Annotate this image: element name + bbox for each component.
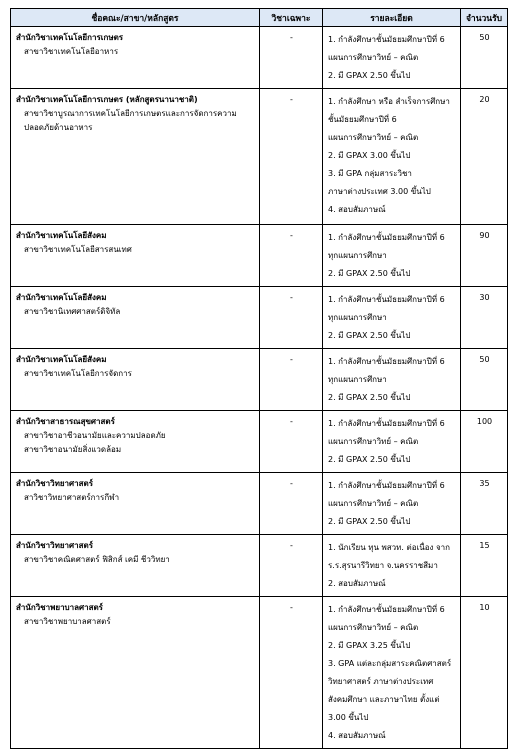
detail-line: 4. สอบสัมภาษณ์ [328, 731, 386, 740]
detail-line: 1. นักเรียน ทุน พสวท. ต่อเนื่อง จาก [328, 543, 450, 552]
school-name: สำนักวิชาเทคโนโลยีสังคม [16, 355, 107, 364]
detail-line: 2. มี GPAX 2.50 ขึ้นไป [328, 331, 411, 340]
branch-name: สาวิชาวิทยาศาสตร์การกีฬา [24, 493, 120, 502]
seats-cell: 20 [461, 89, 508, 225]
detail-line: 2. มี GPAX 3.00 ขึ้นไป [328, 151, 411, 160]
school-name: สำนักวิชาเทคโนโลยีการเกษตร (หลักสูตรนานาชาติ) [16, 95, 198, 104]
details-cell [323, 597, 461, 749]
specific-subject-cell: - [260, 287, 323, 349]
detail-line: 2. สอบสัมภาษณ์ [328, 579, 386, 588]
detail-line: แผนการศึกษาวิทย์ – คณิต [328, 499, 419, 508]
details-cell [323, 349, 461, 411]
detail-line: 2. มี GPAX 2.50 ขึ้นไป [328, 71, 411, 80]
branch-name: สาขาวิชาคณิตศาสตร์ ฟิสิกส์ เคมี ชีววิทยา [24, 555, 170, 564]
school-name: สำนักวิชาเทคโนโลยีสังคม [16, 231, 107, 240]
detail-line: 3. มี GPA กลุ่มสาระวิชา [328, 169, 412, 178]
school-name: สำนักวิชาสาธารณสุขศาสตร์ [16, 417, 115, 426]
branch-name: สาขาวิชาบูรณาการเทคโนโลยีการเกษตรและการจัดการความ [24, 109, 237, 118]
detail-line: แผนการศึกษาวิทย์ – คณิต [328, 623, 419, 632]
detail-line: ทุกแผนการศึกษา [328, 375, 387, 384]
details-cell [323, 287, 461, 349]
detail-line: 2. มี GPAX 2.50 ขึ้นไป [328, 393, 411, 402]
branch-name: สาขาวิชาเทคโนโลยีการจัดการ [24, 369, 132, 378]
school-name: สำนักวิชาเทคโนโลยีการเกษตร [16, 33, 124, 42]
table-row [11, 597, 508, 749]
seats-cell: 30 [461, 287, 508, 349]
table-row [11, 287, 508, 349]
detail-line: ทุกแผนการศึกษา [328, 251, 387, 260]
table-row [11, 89, 508, 225]
detail-line: 2. มี GPAX 2.50 ขึ้นไป [328, 517, 411, 526]
program-cell [11, 535, 260, 597]
seats-cell: 35 [461, 473, 508, 535]
seats-cell: 100 [461, 411, 508, 473]
table-row [11, 473, 508, 535]
seats-cell: 15 [461, 535, 508, 597]
detail-line: 3. GPA แต่ละกลุ่มสาระคณิตศาสตร์ [328, 659, 452, 668]
program-cell [11, 349, 260, 411]
program-cell [11, 597, 260, 749]
header-row [11, 9, 508, 27]
seats-cell: 50 [461, 27, 508, 89]
program-cell [11, 27, 260, 89]
detail-line: แผนการศึกษาวิทย์ – คณิต [328, 133, 419, 142]
branch-name: สาขาวิชานิเทศศาสตร์ดิจิทัล [24, 307, 121, 316]
details-cell [323, 535, 461, 597]
detail-line: วิทยาศาสตร์ ภาษาต่างประเทศ [328, 677, 434, 686]
specific-subject-cell: - [260, 597, 323, 749]
header-program: ชื่อคณะ/สาขา/หลักสูตร [11, 9, 260, 27]
details-cell [323, 89, 461, 225]
detail-line: 1. กำลังศึกษา หรือ สำเร็จการศึกษา [328, 97, 450, 106]
header-details: รายละเอียด [323, 9, 461, 27]
school-name: สำนักวิชาวิทยาศาสตร์ [16, 479, 93, 488]
detail-line: 4. สอบสัมภาษณ์ [328, 205, 386, 214]
branch-name: สาขาวิชาเทคโนโลยีสารสนเทศ [24, 245, 132, 254]
detail-line: แผนการศึกษาวิทย์ – คณิต [328, 53, 419, 62]
detail-line: 1. กำลังศึกษาชั้นมัธยมศึกษาปีที่ 6 [328, 233, 445, 242]
detail-line: 1. กำลังศึกษาชั้นมัธยมศึกษาปีที่ 6 [328, 295, 445, 304]
table-row [11, 411, 508, 473]
branch-name: ปลอดภัยด้านอาหาร [24, 123, 93, 132]
header-specific: วิชาเฉพาะ [260, 9, 323, 27]
program-cell [11, 225, 260, 287]
detail-line: แผนการศึกษาวิทย์ – คณิต [328, 437, 419, 446]
branch-name: สาขาวิชาอนามัยสิ่งแวดล้อม [24, 445, 122, 454]
detail-line: ทุกแผนการศึกษา [328, 313, 387, 322]
detail-line: 2. มี GPAX 2.50 ขึ้นไป [328, 455, 411, 464]
school-name: สำนักวิชาเทคโนโลยีสังคม [16, 293, 107, 302]
program-cell [11, 89, 260, 225]
seats-cell: 90 [461, 225, 508, 287]
table-row [11, 535, 508, 597]
details-cell [323, 27, 461, 89]
detail-line: 2. มี GPAX 3.25 ขึ้นไป [328, 641, 411, 650]
detail-line: 3.00 ขึ้นไป [328, 713, 369, 722]
specific-subject-cell: - [260, 89, 323, 225]
detail-line: 1. กำลังศึกษาชั้นมัธยมศึกษาปีที่ 6 [328, 357, 445, 366]
details-cell [323, 225, 461, 287]
specific-subject-cell: - [260, 411, 323, 473]
specific-subject-cell: - [260, 473, 323, 535]
detail-line: 1. กำลังศึกษาชั้นมัธยมศึกษาปีที่ 6 [328, 605, 445, 614]
branch-name: สาขาวิชาพยาบาลศาสตร์ [24, 617, 111, 626]
header-seats: จำนวนรับ [461, 9, 508, 27]
branch-name: สาขาวิชาอาชีวอนามัยและความปลอดภัย [24, 431, 166, 440]
detail-line: ภาษาต่างประเทศ 3.00 ขึ้นไป [328, 187, 431, 196]
program-cell [11, 287, 260, 349]
detail-line: ชั้นมัธยมศึกษาปีที่ 6 [328, 115, 397, 124]
table-row [11, 225, 508, 287]
specific-subject-cell: - [260, 535, 323, 597]
specific-subject-cell: - [260, 27, 323, 89]
school-name: สำนักวิชาวิทยาศาสตร์ [16, 541, 93, 550]
program-cell [11, 411, 260, 473]
detail-line: 1. กำลังศึกษาชั้นมัธยมศึกษาปีที่ 6 [328, 35, 445, 44]
admission-table [10, 8, 508, 749]
detail-line: 1. กำลังศึกษาชั้นมัธยมศึกษาปีที่ 6 [328, 481, 445, 490]
detail-line: 2. มี GPAX 2.50 ขึ้นไป [328, 269, 411, 278]
seats-cell: 50 [461, 349, 508, 411]
school-name: สำนักวิชาพยาบาลศาสตร์ [16, 603, 103, 612]
detail-line: 1. กำลังศึกษาชั้นมัธยมศึกษาปีที่ 6 [328, 419, 445, 428]
seats-cell: 10 [461, 597, 508, 749]
detail-line: สังคมศึกษา และภาษาไทย ตั้งแต่ [328, 695, 440, 704]
table-row [11, 27, 508, 89]
specific-subject-cell: - [260, 225, 323, 287]
branch-name: สาขาวิชาเทคโนโลยีอาหาร [24, 47, 119, 56]
table-row [11, 349, 508, 411]
specific-subject-cell: - [260, 349, 323, 411]
details-cell [323, 411, 461, 473]
details-cell [323, 473, 461, 535]
detail-line: ร.ร.สุรนารีวิทยา จ.นครราชสีมา [328, 561, 438, 570]
program-cell [11, 473, 260, 535]
